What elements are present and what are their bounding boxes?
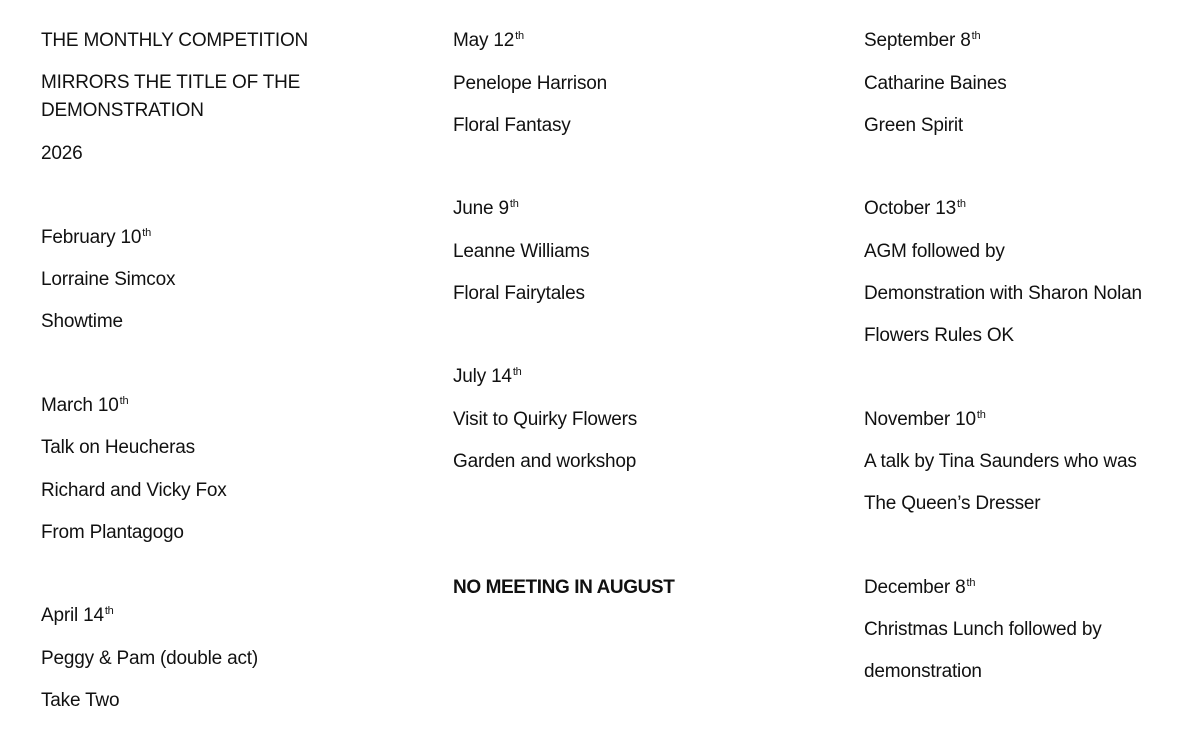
competition-heading: THE MONTHLY COMPETITION [41, 30, 309, 51]
event-title-november: The Queen’s Dresser [864, 493, 1041, 514]
event-speaker-may: Penelope Harrison [453, 73, 607, 94]
no-meeting-notice: NO MEETING IN AUGUST [453, 577, 675, 598]
event-title-june: Floral Fairytales [453, 283, 585, 304]
event-speaker-february: Lorraine Simcox [41, 269, 176, 290]
event-date-april: April 14th [41, 605, 114, 626]
event-speaker-march: Richard and Vicky Fox [41, 480, 227, 501]
event-title-december: Christmas Lunch followed by [864, 619, 1102, 640]
event-date-november: November 10th [864, 409, 986, 430]
event-date-february: February 10th [41, 227, 152, 248]
event-date-july: July 14th [453, 366, 522, 387]
event-title-july: Visit to Quirky Flowers [453, 409, 638, 430]
event-detail-december: demonstration [864, 661, 982, 682]
event-date-december: December 8th [864, 577, 976, 598]
event-title-march: Talk on Heucheras [41, 437, 195, 458]
event-detail-march: From Plantagogo [41, 522, 184, 543]
event-title-may: Floral Fantasy [453, 115, 571, 136]
event-speaker-october: Demonstration with Sharon Nolan [864, 283, 1142, 304]
event-date-september: September 8th [864, 30, 981, 51]
event-date-october: October 13th [864, 198, 966, 219]
event-title-february: Showtime [41, 311, 123, 332]
event-title-october: Flowers Rules OK [864, 325, 1014, 346]
event-title-april: Take Two [41, 690, 120, 711]
event-speaker-april: Peggy & Pam (double act) [41, 648, 258, 669]
event-detail-october: AGM followed by [864, 241, 1005, 262]
event-date-may: May 12th [453, 30, 524, 51]
event-title-september: Green Spirit [864, 115, 963, 136]
year-label: 2026 [41, 143, 83, 164]
event-speaker-november: A talk by Tina Saunders who was [864, 451, 1137, 472]
event-speaker-september: Catharine Baines [864, 73, 1007, 94]
event-detail-july: Garden and workshop [453, 451, 637, 472]
competition-subheading: MIRRORS THE TITLE OF THE DEMONSTRATION [41, 72, 301, 121]
event-date-june: June 9th [453, 198, 519, 219]
event-date-march: March 10th [41, 395, 129, 416]
event-speaker-june: Leanne Williams [453, 241, 590, 262]
